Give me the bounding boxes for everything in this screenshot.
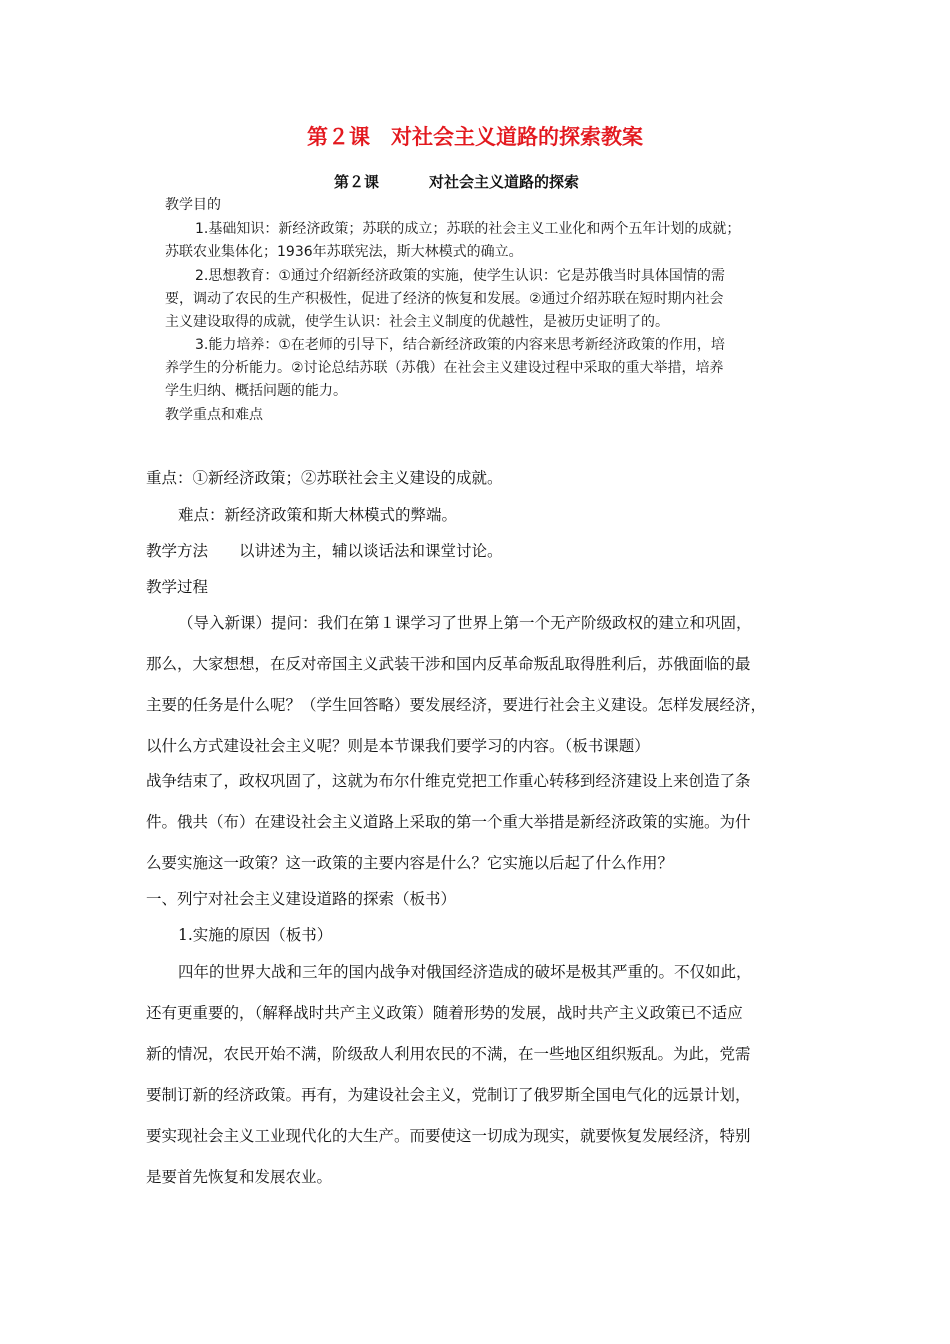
subsection-heading: 1.实施的原因（板书） <box>178 926 333 944</box>
section-heading: 一、列宁对社会主义建设道路的探索（板书） <box>146 890 457 908</box>
objectives-line: 要，调动了农民的生产积极性，促进了经济的恢复和发展。②通过介绍苏联在短时期内社会 <box>165 291 724 307</box>
body-line: 以什么方式建设社会主义呢？则是本节课我们要学习的内容。（板书课题） <box>146 737 650 755</box>
lesson-subtitle <box>334 171 579 192</box>
objectives-line: 养学生的分析能力。②讨论总结苏联（苏俄）在社会主义建设过程中采取的重大举措，培养 <box>165 360 724 376</box>
body-line: 主要的任务是什么呢？（学生回答略）要发展经济，要进行社会主义建设。怎样发展经济， <box>146 696 767 714</box>
body-line: 教学方法 以讲述为主，辅以谈话法和课堂讨论。 <box>146 542 503 560</box>
body-line: 么要实施这一政策？这一政策的主要内容是什么？它实施以后起了什么作用？ <box>146 854 674 872</box>
objectives-heading: 教学目的 <box>165 197 221 213</box>
document-title: 第２课 对社会主义道路的探索教案 <box>307 125 643 149</box>
lesson-number: 第２课 <box>334 173 380 191</box>
key-points-heading: 教学重点和难点 <box>165 407 263 423</box>
body-line: 新的情况，农民开始不满，阶级敌人利用农民的不满，在一些地区组织叛乱。为此，党需 <box>146 1045 751 1063</box>
body-line: 难点：新经济政策和斯大林模式的弊端。 <box>178 506 458 524</box>
objectives-line: 2.思想教育：①通过介绍新经济政策的实施，使学生认识：它是苏俄当时具体国情的需 <box>195 268 725 284</box>
objectives-line: 苏联农业集体化；1936年苏联宪法，斯大林模式的确立。 <box>165 244 523 260</box>
body-line: 四年的世界大战和三年的国内战争对俄国经济造成的破坏是极其严重的。不仅如此， <box>178 963 752 981</box>
body-line: 重点：①新经济政策；②苏联社会主义建设的成就。 <box>146 469 503 487</box>
lesson-name: 对社会主义道路的探索 <box>429 173 580 191</box>
body-line: 要实现社会主义工业现代化的大生产。而要使这一切成为现实，就要恢复发展经济，特别 <box>146 1127 751 1145</box>
body-line: 是要首先恢复和发展农业。 <box>146 1168 333 1186</box>
body-line: 那么，大家想想，在反对帝国主义武装干涉和国内反革命叛乱取得胜利后，苏俄面临的最 <box>146 655 751 673</box>
body-line: 要制订新的经济政策。再有，为建设社会主义，党制订了俄罗斯全国电气化的远景计划， <box>146 1086 751 1104</box>
objectives-line: 学生归纳、概括问题的能力。 <box>165 383 347 399</box>
objectives-line: 1.基础知识：新经济政策；苏联的成立；苏联的社会主义工业化和两个五年计划的成就； <box>195 221 741 237</box>
body-line: 战争结束了，政权巩固了，这就为布尔什维克党把工作重心转移到经济建设上来创造了条 <box>146 772 751 790</box>
body-line: 教学过程 <box>146 578 209 596</box>
body-line: （导入新课）提问：我们在第１课学习了世界上第一个无产阶级政权的建立和巩固， <box>178 614 752 632</box>
objectives-line: 主义建设取得的成就，使学生认识：社会主义制度的优越性，是被历史证明了的。 <box>165 314 669 330</box>
objectives-line: 3.能力培养：①在老师的引导下，结合新经济政策的内容来思考新经济政策的作用，培 <box>195 337 725 353</box>
body-line: 还有更重要的，（解释战时共产主义政策）随着形势的发展，战时共产主义政策已不适应 <box>146 1004 743 1022</box>
body-line: 件。俄共（布）在建设社会主义道路上采取的第一个重大举措是新经济政策的实施。为什 <box>146 813 751 831</box>
